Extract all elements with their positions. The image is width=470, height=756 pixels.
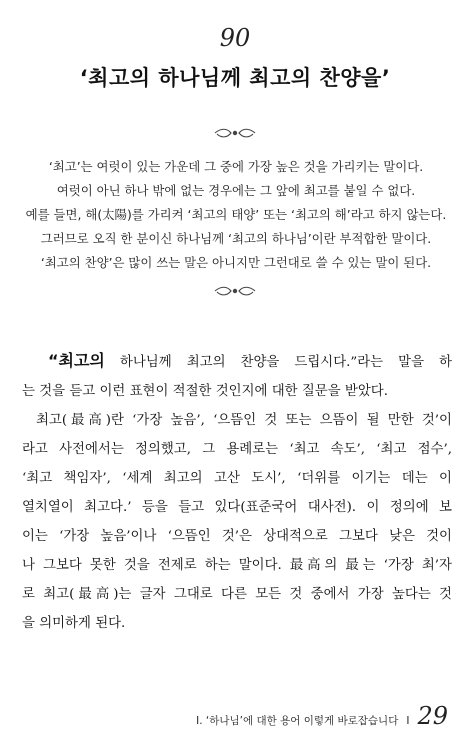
paragraph-line	[22, 346, 452, 377]
paragraph-line: 을 의미하게 된다.	[22, 616, 126, 631]
summary-line: 예를 들면, 해(太陽)를 가리켜 ‘최고의 태양’ 또는 ‘최고의 해’라고 하지 않는다.	[25, 207, 447, 222]
chapter-number: 90	[219, 24, 251, 52]
lead-phrase: “최고의	[48, 351, 105, 370]
summary-line: 그러므로 오직 한 분이신 하나님께 ‘최고의 하나님’이란 부적합한 말이다.	[40, 231, 432, 246]
body-text	[22, 346, 452, 638]
paragraph-line: ‘최고 책임자’, ‘세계 최고의 고산 도시’, ‘더위를 이기는 데는 이	[22, 471, 452, 486]
paragraph-line: 이는 ‘가장 높음’이나 ‘으뜸인 것’은 상대적으로 그보다 낮은 것이	[22, 529, 452, 544]
summary-box	[18, 155, 454, 275]
summary-line: 여럿이 아닌 하나 밖에 없는 경우에는 그 앞에 최고를 붙일 수 없다.	[56, 183, 416, 198]
ornament-divider-bottom	[0, 284, 470, 298]
paragraph-line: 는 것을 듣고 이런 표현이 적절한 것인지에 대한 질문을 받았다.	[22, 384, 388, 399]
paragraph-line: 최고(最高)란 ‘가장 높음’, ‘으뜸인 것 또는 으뜸이 될 만한 것’이	[36, 413, 452, 428]
footer-separator: I	[406, 715, 410, 727]
paragraph-line: 로 최고(最高)는 글자 그대로 다른 모든 것 중에서 가장 높다는 것	[22, 587, 452, 602]
page-number: 29	[417, 702, 448, 730]
ornament-divider-top	[0, 126, 470, 140]
flourish-icon	[213, 126, 257, 140]
running-head: I. ‘하나님’에 대한 용어 이렇게 바로잡습니다	[196, 715, 399, 727]
paragraph-line: 라고 사전에서는 정의했고, 그 용례로는 ‘최고 속도’, ‘최고 점수’,	[22, 442, 452, 457]
summary-line: ‘최고의 찬양’은 많이 쓰는 말은 아니지만 그런대로 쓸 수 있는 말이 된다.	[40, 255, 432, 270]
page-title: ‘최고의 하나님께 최고의 찬양을’	[79, 66, 391, 90]
paragraph-line: 나 그보다 못한 것을 전제로 하는 말이다. 最高의 最는 ‘가장 최’자	[22, 558, 452, 573]
summary-line: ‘최고’는 여럿이 있는 가운데 그 중에 가장 높은 것을 가리키는 말이다.	[48, 159, 424, 174]
flourish-icon	[213, 284, 257, 298]
page-footer	[196, 702, 448, 730]
paragraph-line: 열치열이 최고다.’ 등을 들고 있다(표준국어 대사전). 이 정의에 보	[22, 500, 452, 515]
paragraph-text: 하나님께 최고의 찬양을 드립시다.”라는 말을 하	[104, 355, 452, 370]
